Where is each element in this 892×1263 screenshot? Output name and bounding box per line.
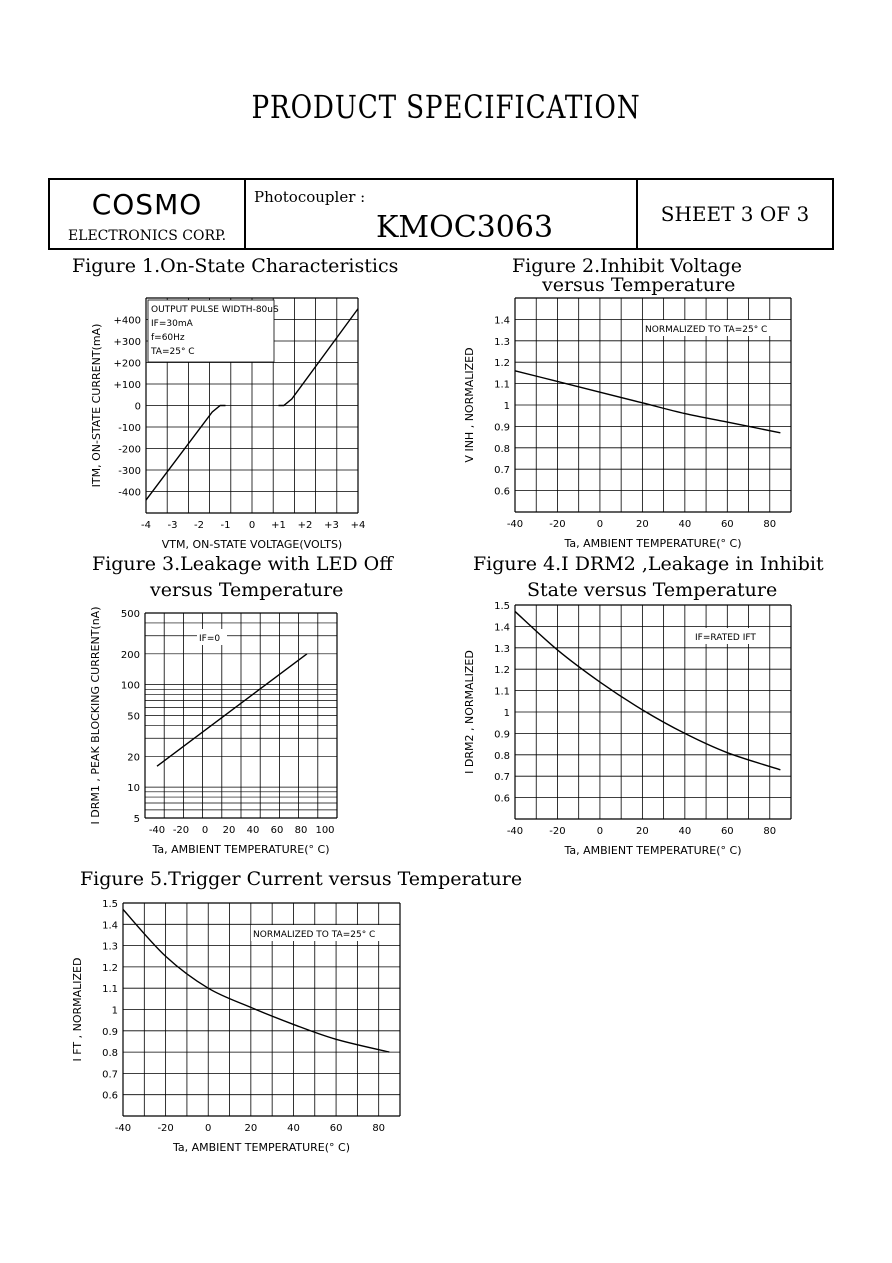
- fig3-y-tick-label: 5: [133, 814, 140, 825]
- fig3-series-line: [157, 654, 307, 766]
- fig1-series-line: [146, 406, 226, 501]
- fig1-y-tick-label: -100: [118, 423, 141, 434]
- fig3-x-tick-label: 100: [315, 825, 335, 836]
- fig5-annotation: NORMALIZED TO TA=25° C: [253, 930, 376, 940]
- company-logo: COSMO: [91, 188, 203, 221]
- figure5-title: Figure 5.Trigger Current versus Temperature: [80, 868, 523, 890]
- fig2-x-tick-label: 80: [763, 519, 777, 530]
- fig1-y-axis-label: ITM, ON-STATE CURRENT(mA): [90, 323, 103, 488]
- fig2-y-tick-label: 0.8: [494, 443, 510, 455]
- sheet-number: SHEET 3 OF 3: [660, 202, 810, 226]
- fig4-y-axis-label: I DRM2 , NORMALIZED: [463, 650, 476, 774]
- fig1-x-tick-label: -3: [167, 520, 178, 531]
- fig5-y-tick-label: 0.6: [102, 1090, 118, 1102]
- fig1-x-tick-label: -4: [141, 520, 151, 531]
- fig5-y-tick-label: 1.3: [102, 941, 118, 953]
- fig2-x-tick-label: 60: [720, 519, 734, 530]
- product-type-label: Photocoupler :: [254, 188, 366, 206]
- fig1-x-tick-label: +3: [324, 520, 339, 531]
- fig2-annotation: NORMALIZED TO TA=25° C: [645, 325, 768, 335]
- fig4-y-tick-label: 1.2: [494, 665, 510, 677]
- fig2-y-axis-label: V INH , NORMALIZED: [463, 347, 476, 463]
- fig3-x-axis-label: Ta, AMBIENT TEMPERATURE(° C): [152, 843, 330, 856]
- fig3-x-tick-label: 0: [201, 825, 209, 836]
- fig2-y-tick-label: 1.2: [494, 358, 510, 370]
- fig3-y-tick-label: 20: [127, 752, 140, 764]
- fig5-x-tick-label: 80: [372, 1123, 386, 1134]
- fig3-y-tick-label: 200: [120, 649, 140, 661]
- fig3-x-tick-label: 40: [246, 825, 260, 836]
- fig4-x-axis-label: Ta, AMBIENT TEMPERATURE(° C): [564, 844, 742, 857]
- fig1-x-tick-label: +1: [271, 520, 286, 531]
- fig3-x-tick-label: 80: [294, 825, 308, 836]
- figure2-title-line1: Figure 2.Inhibit Voltage: [512, 255, 742, 277]
- fig5-y-tick-label: 0.8: [102, 1048, 118, 1060]
- fig2-series-line: [515, 371, 780, 433]
- fig5-x-tick-label: 40: [287, 1123, 300, 1134]
- fig4-y-tick-label: 0.6: [494, 793, 510, 805]
- fig2-x-axis-label: Ta, AMBIENT TEMPERATURE(° C): [564, 537, 742, 550]
- fig1-series-line: [279, 309, 359, 406]
- fig1-x-axis-label: VTM, ON-STATE VOLTAGE(VOLTS): [161, 538, 343, 551]
- fig1-annotation: TA=25° C: [151, 347, 195, 357]
- fig5-x-tick-label: -20: [157, 1123, 174, 1134]
- fig1-annotation: IF=30mA: [151, 319, 193, 329]
- fig1-y-tick-label: +200: [113, 358, 141, 370]
- figure4-title-line2: State versus Temperature: [527, 579, 778, 601]
- fig4-y-tick-label: 0.7: [494, 772, 510, 784]
- fig4-y-tick-label: 0.8: [494, 750, 510, 762]
- fig1-x-tick-label: -2: [194, 520, 204, 531]
- fig4-x-tick-label: 0: [596, 826, 604, 837]
- fig5-y-tick-label: 0.9: [102, 1026, 118, 1038]
- fig2-y-tick-label: 0.7: [494, 465, 510, 477]
- fig5-y-tick-label: 1.4: [102, 920, 118, 932]
- fig1-y-tick-label: -300: [118, 466, 141, 477]
- fig4-x-tick-label: -20: [549, 826, 566, 837]
- fig4-y-tick-label: 1.5: [494, 601, 510, 612]
- fig1-y-tick-label: +300: [113, 337, 141, 348]
- company-name: ELECTRONICS CORP.: [67, 228, 227, 244]
- fig5-y-axis-label: I FT , NORMALIZED: [71, 957, 84, 1062]
- model-number: KMOC3063: [376, 210, 554, 245]
- fig1-annotation: OUTPUT PULSE WIDTH-80uS: [151, 305, 279, 315]
- fig4-annotation: IF=RATED IFT: [695, 633, 756, 643]
- fig3-y-tick-label: 50: [127, 711, 140, 723]
- fig3-x-tick-label: 60: [270, 825, 284, 836]
- fig4-x-tick-label: -40: [506, 826, 524, 837]
- fig4-y-tick-label: 0.9: [494, 729, 510, 741]
- fig2-x-tick-label: 20: [636, 519, 649, 530]
- fig2-x-tick-label: 40: [678, 519, 692, 530]
- fig1-x-tick-label: +2: [297, 520, 313, 531]
- fig3-x-tick-label: -20: [172, 825, 190, 836]
- fig3-y-tick-label: 10: [127, 783, 140, 795]
- fig1-x-tick-label: 0: [248, 520, 256, 531]
- fig1-x-tick-label: -1: [220, 520, 231, 531]
- fig1-y-tick-label: +400: [113, 315, 141, 327]
- fig4-x-tick-label: 80: [763, 826, 777, 837]
- figure2-title-line2: versus Temperature: [542, 274, 736, 296]
- fig3-y-tick-label: 100: [120, 680, 140, 692]
- fig2-x-tick-label: -40: [506, 519, 524, 530]
- fig4-x-tick-label: 60: [720, 826, 734, 837]
- fig5-x-tick-label: 20: [244, 1123, 258, 1134]
- fig2-y-tick-label: 1: [503, 401, 510, 412]
- fig2-y-tick-label: 1.3: [494, 336, 510, 348]
- fig1-x-tick-label: +4: [350, 520, 366, 531]
- fig5-x-tick-label: -40: [114, 1123, 132, 1134]
- fig3-x-tick-label: -40: [148, 825, 166, 836]
- fig4-y-tick-label: 1.4: [494, 622, 510, 634]
- fig5-y-tick-label: 1.2: [102, 962, 118, 974]
- fig3-annotation: IF=0: [199, 634, 221, 644]
- fig5-y-tick-label: 1.1: [102, 984, 118, 996]
- fig2-y-tick-label: 0.9: [494, 422, 510, 434]
- fig4-y-tick-label: 1: [503, 708, 510, 719]
- fig2-y-tick-label: 1.1: [494, 379, 510, 391]
- fig4-x-tick-label: 20: [636, 826, 649, 837]
- fig2-x-tick-label: -20: [549, 519, 566, 530]
- fig2-x-tick-label: 0: [596, 519, 604, 530]
- fig4-y-tick-label: 1.3: [494, 643, 510, 655]
- figure3-title-line1: Figure 3.Leakage with LED Off: [92, 553, 393, 575]
- fig1-y-tick-label: +100: [113, 380, 141, 391]
- fig5-y-tick-label: 1: [111, 1005, 118, 1017]
- fig1-y-tick-label: -200: [118, 444, 141, 456]
- fig5-x-tick-label: 60: [329, 1123, 343, 1134]
- figure1-title: Figure 1.On-State Characteristics: [72, 255, 399, 277]
- fig5-x-tick-label: 0: [205, 1123, 212, 1134]
- fig4-x-tick-label: 40: [678, 826, 692, 837]
- fig1-y-tick-label: -400: [118, 487, 141, 499]
- fig3-y-tick-label: 500: [120, 609, 140, 620]
- fig1-y-tick-label: 0: [134, 401, 141, 413]
- fig2-y-tick-label: 1.4: [494, 315, 510, 327]
- fig1-annotation: f=60Hz: [151, 333, 185, 343]
- fig3-y-axis-label: I DRM1 , PEAK BLOCKING CURRENT(nA): [89, 606, 102, 825]
- figure3-title-line2: versus Temperature: [150, 579, 344, 601]
- figure4-title-line1: Figure 4.I DRM2 ,Leakage in Inhibit: [473, 553, 824, 575]
- fig5-y-tick-label: 1.5: [102, 899, 118, 910]
- fig5-x-axis-label: Ta, AMBIENT TEMPERATURE(° C): [172, 1141, 351, 1154]
- fig2-y-tick-label: 0.6: [494, 486, 510, 498]
- fig4-y-tick-label: 1.1: [494, 686, 510, 698]
- fig5-y-tick-label: 0.7: [102, 1069, 118, 1081]
- fig3-x-tick-label: 20: [222, 825, 236, 836]
- page-title: PRODUCT SPECIFICATION: [251, 88, 641, 126]
